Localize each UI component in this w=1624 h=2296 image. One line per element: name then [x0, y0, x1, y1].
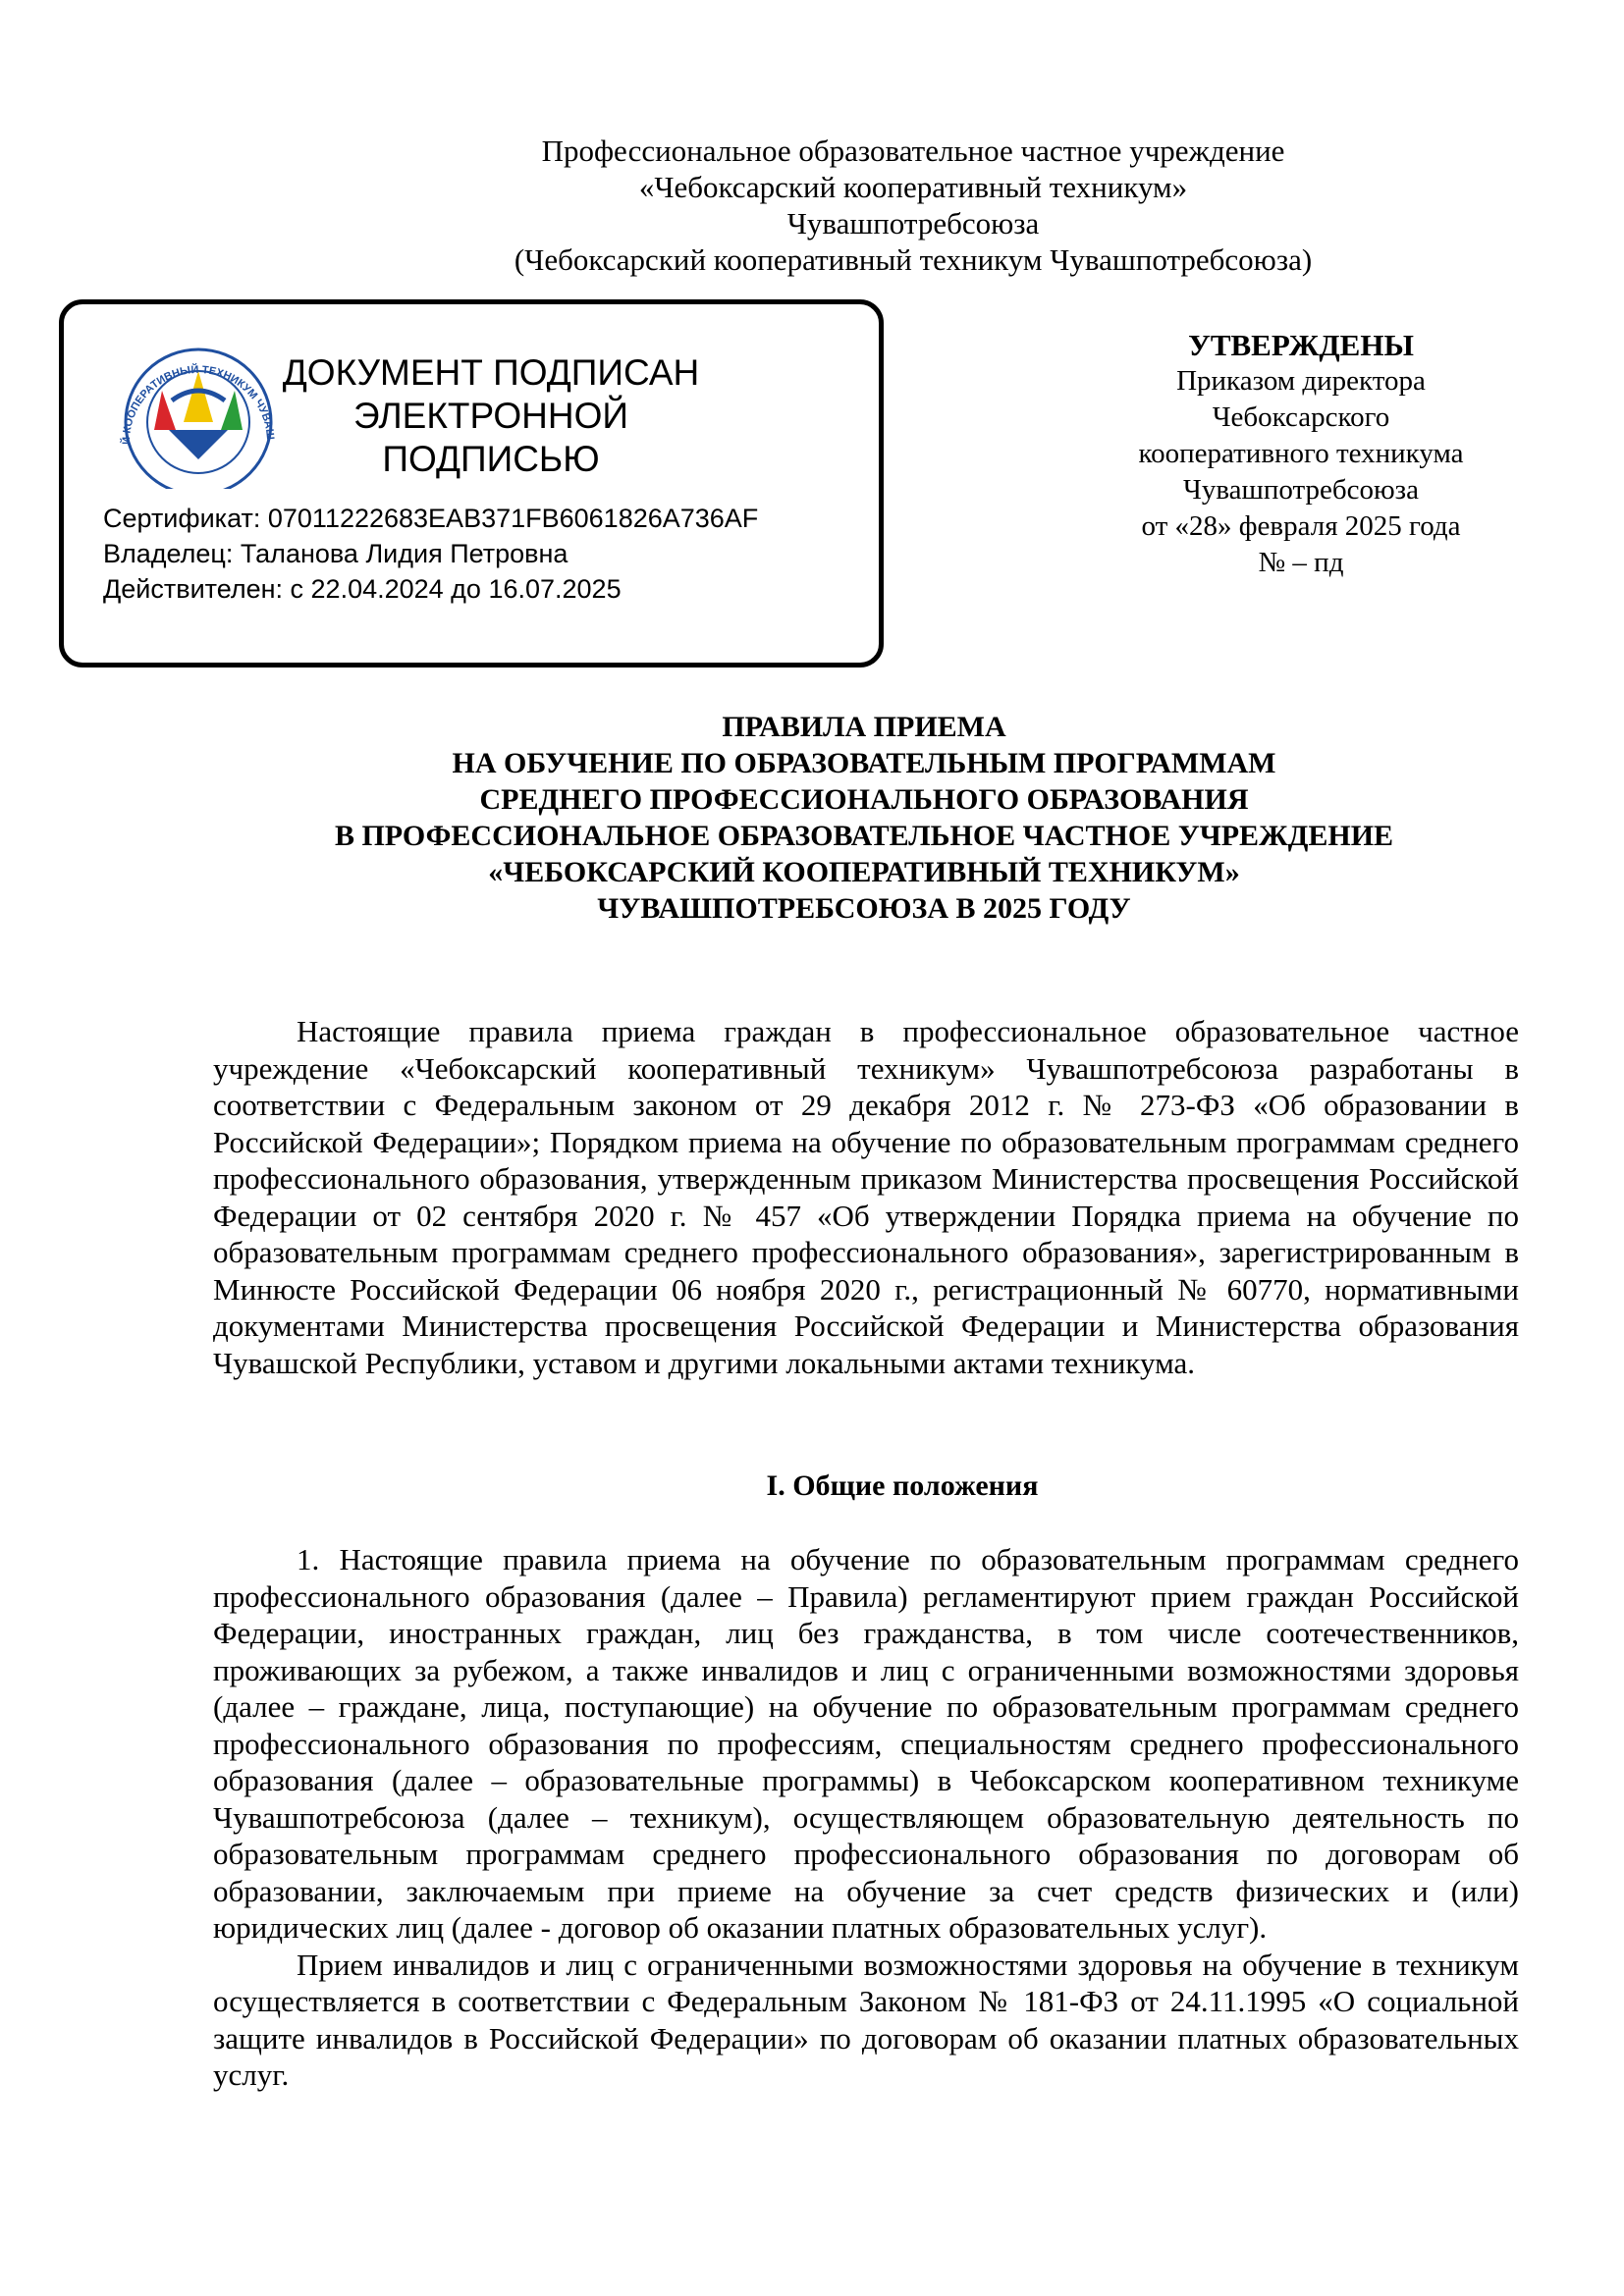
approval-line: Приказом директора: [1176, 365, 1426, 397]
section-heading: I. Общие положения: [766, 1469, 1039, 1502]
stamp-title-line: ДОКУМЕНТ ПОДПИСАН: [282, 352, 700, 393]
approval-line: № – пд: [1258, 547, 1344, 578]
certificate-owner: Владелец: Таланова Лидия Петровна: [103, 539, 568, 568]
section-paragraph: 1. Настоящие правила приема на обучение по образовательным программам среднего профессионального образования (далее – Правила) регламентируют прием граждан Российской Федерации, иностранных граждан, лиц без гражданства, в том числе соотечественников, проживающих за рубежом, а также инвалидов и лиц с ограниченными возможностями здоровья (далее – граждане, лица, поступающие) на обучение по образовательным программам среднего профессионального образования по профессиям, специальностям среднего профессионального образования (далее – образовательные программы) в Чебоксарском кооперативном техникуме Чувашпотребсоюза (далее – техникум), осуществляющем образовательную деятельность по образовательным программам среднего профессионального образования по договорам об образовании, заключаемым при приеме на обучение за счет средств физических и (или) юридических лиц (далее - договор об оказании платных образовательных услуг).: [213, 1542, 1519, 1945]
approval-line: от «28» февраля 2025 года: [1141, 510, 1461, 542]
svg-text:ЧЕБОКСАРСКИЙ КООПЕРАТИВНЫЙ ТЕХ: Й КООПЕРАТИВНЫЙ ТЕХНИКУМ ЧУВАШ: [120, 363, 277, 445]
approval-line: кооперативного техникума: [1138, 438, 1464, 469]
approval-block: [1075, 327, 1527, 581]
org-name-line: (Чебоксарский кооперативный техникум Чувашпотребсоюза): [514, 242, 1313, 277]
org-name-line: Чувашпотребсоюза: [786, 206, 1040, 240]
org-name-line: Профессиональное образовательное частное учреждение: [541, 133, 1285, 168]
section-paragraph: Прием инвалидов и лиц с ограниченными возможностями здоровья на обучение в техникум осуществляется в соответствии с Федеральным Законом № 181-ФЗ от 24.11.1995 «О социальной защите инвалидов в Российской Федерации» по договорам об оказании платных образовательных услуг.: [213, 1947, 1519, 2092]
title-line: В ПРОФЕССИОНАЛЬНОЕ ОБРАЗОВАТЕЛЬНОЕ ЧАСТНОЕ УЧРЕЖДЕНИЕ: [334, 820, 1394, 852]
title-line: СРЕДНЕГО ПРОФЕССИОНАЛЬНОГО ОБРАЗОВАНИЯ: [479, 783, 1249, 816]
certificate-validity: Действителен: с 22.04.2024 до 16.07.2025: [103, 574, 622, 604]
intro-section: [213, 1013, 1519, 1381]
certificate-number: Сертификат: 07011222683EAB371FB6061826A736AF: [103, 504, 759, 533]
stamp-title: [270, 351, 712, 481]
intro-paragraph: Настоящие правила приема граждан в профессиональное образовательное частное учреждение «Чебоксарский кооперативный техникум» Чувашпотребсоюза разработаны в соответствии с Федеральным законом от 29 декабря 2012 г. № 273-ФЗ «Об образовании в Российской Федерации»; Порядком приема на обучение по образовательным программам среднего профессионального образования, утвержденным приказом Министерства просвещения Российской Федерации от 02 сентября 2020 г. № 457 «Об утверждении Порядка приема на обучение по образовательным программам среднего профессионального образования», зарегистрированным в Минюсте Российской Федерации 06 ноября 2020 г., регистрационный № 60770, нормативными документами Министерства просвещения Российской Федерации и Министерства образования Чувашской Республики, уставом и другими локальными актами техникума.: [213, 1014, 1519, 1380]
approval-line: Чувашпотребсоюза: [1182, 474, 1419, 506]
approval-heading: УТВЕРЖДЕНЫ: [1188, 328, 1414, 362]
title-line: ПРАВИЛА ПРИЕМА: [722, 711, 1006, 743]
approval-line: Чебоксарского: [1212, 401, 1390, 433]
signature-details: [103, 501, 758, 607]
organization-header: [353, 133, 1473, 278]
document-title: [177, 709, 1551, 927]
section-1-body: [213, 1541, 1519, 2094]
title-line: ЧУВАШПОТРЕБСОЮЗА В 2025 ГОДУ: [597, 892, 1131, 925]
stamp-title-line: ЭЛЕКТРОННОЙ ПОДПИСЬЮ: [353, 396, 628, 479]
org-name-line: «Чебоксарский кооперативный техникум»: [638, 170, 1188, 204]
title-line: «ЧЕБОКСАРСКИЙ КООПЕРАТИВНЫЙ ТЕХНИКУМ»: [488, 856, 1240, 888]
title-line: НА ОБУЧЕНИЕ ПО ОБРАЗОВАТЕЛЬНЫМ ПРОГРАММАМ: [452, 747, 1276, 779]
electronic-signature-stamp: [59, 299, 884, 667]
